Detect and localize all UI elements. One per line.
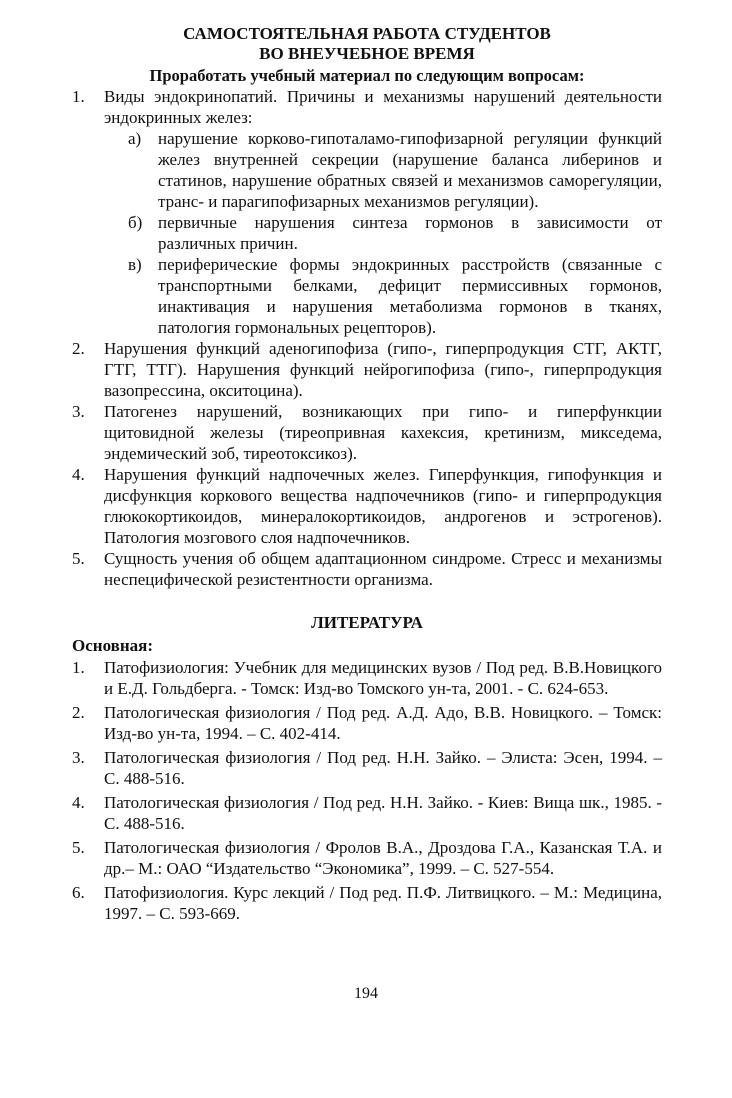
question-text: Нарушения функций надпочечных желез. Гиперфункция, гипофункция и дисфункция коркового вещества надпочечников (гипо- и гиперпродукция глюкокортикоидов, минералокортикоидов, андрогенов и эстрогенов). Патология мозгового слоя надпочечников. <box>104 465 662 547</box>
literature-item-3 <box>72 747 662 789</box>
literature-subheading: Основная: <box>72 636 153 655</box>
sub-question-letter: в) <box>128 255 142 274</box>
literature-text: Патологическая физиология / Под ред. Н.Н. Зайко. – Элиста: Эсен, 1994. – С. 488-516. <box>104 748 662 788</box>
literature-item-6 <box>72 882 662 924</box>
question-item-3 <box>72 401 662 464</box>
literature-number: 2. <box>72 703 85 722</box>
literature-item-1 <box>72 657 662 699</box>
question-number: 3. <box>72 402 85 421</box>
sub-question-letter: а) <box>128 129 142 148</box>
page-number: 194 <box>354 985 378 1002</box>
sub-questions-list <box>72 128 662 338</box>
sub-question-text: периферические формы эндокринных расстройств (связанные с транспортными белками, дефицит пермиссивных гормонов, инактивация и нарушения метаболизма гормонов в тканях, патология гормональных рецепторов). <box>158 255 662 337</box>
literature-number: 6. <box>72 883 85 902</box>
sub-question-text: нарушение корково-гипоталамо-гипофизарной регуляции функций желез внутренней секреции (нарушение баланса либеринов и статинов, нарушение обратных связей и механизмов саморегуляции, транс- и парагипофизарных механизмов регуляции). <box>158 129 662 211</box>
sub-question-text: первичные нарушения синтеза гормонов в зависимости от различных причин. <box>158 213 662 253</box>
question-text: Патогенез нарушений, возникающих при гипо- и гиперфункции щитовидной железы (тиреопривная кахексия, кретинизм, микседема, эндемический зоб, тиреотоксикоз). <box>104 402 662 463</box>
task-instruction: Проработать учебный материал по следующим вопросам: <box>149 66 585 85</box>
question-item-1 <box>72 86 662 338</box>
literature-number: 1. <box>72 658 85 677</box>
literature-heading: ЛИТЕРАТУРА <box>311 613 423 632</box>
sub-question-b <box>72 212 662 254</box>
literature-item-2 <box>72 702 662 744</box>
question-item-4 <box>72 464 662 548</box>
literature-list <box>72 657 662 924</box>
literature-number: 5. <box>72 838 85 857</box>
section-title-line1: САМОСТОЯТЕЛЬНАЯ РАБОТА СТУДЕНТОВ <box>183 24 551 43</box>
question-number: 5. <box>72 549 85 568</box>
sub-question-c <box>72 254 662 338</box>
literature-item-4 <box>72 792 662 834</box>
question-item-2 <box>72 338 662 401</box>
question-number: 2. <box>72 339 85 358</box>
literature-text: Патологическая физиология / Фролов В.А., Дроздова Г.А., Казанская Т.А. и др.– М.: ОАО “Издательство “Экономика”, 1999. – С. 527-554. <box>104 838 662 878</box>
question-text: Виды эндокринопатий. Причины и механизмы нарушений деятельности эндокринных желез: <box>104 87 662 127</box>
sub-question-a <box>72 128 662 212</box>
questions-list <box>72 86 662 590</box>
literature-text: Патологическая физиология / Под ред. А.Д. Адо, В.В. Новицкого. – Томск: Изд-во ун-та, 1994. – С. 402-414. <box>104 703 662 743</box>
literature-number: 4. <box>72 793 85 812</box>
sub-question-letter: б) <box>128 213 143 232</box>
literature-item-5 <box>72 837 662 879</box>
question-text: Нарушения функций аденогипофиза (гипо-, гиперпродукция СТГ, АКТГ, ГТГ, ТТГ). Нарушения функций нейрогипофиза (гипо-, гиперпродукция вазопрессина, окситоцина). <box>104 339 662 400</box>
question-number: 1. <box>72 87 85 106</box>
question-item-5 <box>72 548 662 590</box>
literature-text: Патологическая физиология / Под ред. Н.Н. Зайко. - Киев: Вища шк., 1985. - С. 488-516. <box>104 793 662 833</box>
document-page <box>72 24 662 927</box>
question-text: Сущность учения об общем адаптационном синдроме. Стресс и механизмы неспецифической резистентности организма. <box>104 549 662 589</box>
literature-text: Патофизиология. Курс лекций / Под ред. П.Ф. Литвицкого. – М.: Медицина, 1997. – С. 593-669. <box>104 883 662 923</box>
literature-text: Патофизиология: Учебник для медицинских вузов / Под ред. В.В.Новицкого и Е.Д. Гольдберга. - Томск: Изд-во Томского ун-та, 2001. - С. 624-653. <box>104 658 662 698</box>
section-title-line2: ВО ВНЕУЧЕБНОЕ ВРЕМЯ <box>259 44 475 63</box>
literature-number: 3. <box>72 748 85 767</box>
question-number: 4. <box>72 465 85 484</box>
